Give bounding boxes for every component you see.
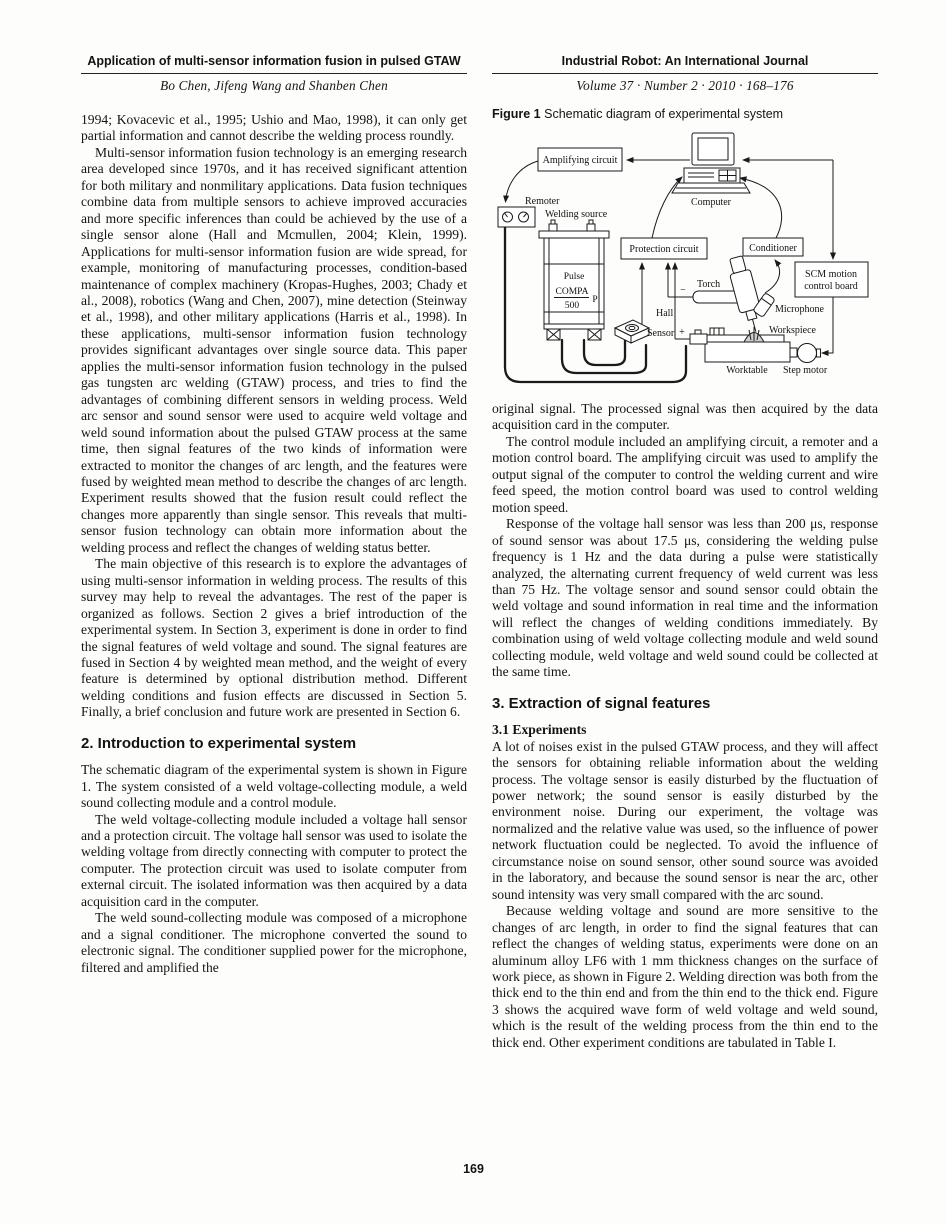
figure1-caption-label: Figure 1 [492, 107, 541, 121]
paragraph-sensor-response: Response of the voltage hall sensor was less than 200 μs, response of sound sensor was about 17.5 μs, considering the welding pulse frequency is 1 Hz and the data during a pulse were statistically analyzed, the alternating current frequency of weld current was less than 75 Hz. The voltage sensor and sound sensor could obtain the weld voltage and sound information in real time and the information will reflect the changes of welding conditions immediately. By combination using of weld voltage collecting module and weld sound collecting module, weld voltage and weld sound could be collected at the same time. [492, 516, 878, 680]
paragraph-voltage-module: The weld voltage-collecting module included a voltage hall sensor and a protection circuit. The voltage hall sensor was used to isolate the welding voltage from directly connecting with computer to protect the computer. The protection circuit was used to isolate computer from external circuit. The isolated information was then acquired by a data acquisition card in the computer. [81, 811, 467, 909]
pulse-label: Pulse [563, 272, 585, 282]
scm-motion-control-board-box [795, 262, 868, 297]
svg-text:SCM motion: SCM motion [805, 269, 857, 280]
welding-source-icon [539, 220, 609, 340]
plus-terminal-block [690, 334, 707, 344]
step-motor-label: Step motor [783, 365, 828, 376]
section-3-heading: 3. Extraction of signal features [492, 694, 711, 712]
journal-title: Industrial Robot: An International Journal [561, 54, 809, 68]
paragraph-intro-fusion: Multi-sensor information fusion technology is an emerging research area developed since 1970s, and it has received significant attention for both military and nonmilitary applications. Data fusion techniques combine data from multiple sensors to achieve improved accuracies and more specific inferences than could be achieved by the use of a single sensor alone (Hall and Mcmullen, 2004; Klein, 1999). Applications for multi-sensor information fusion are wide spread, for example, monitoring of manufacturing processes, condition-based maintenance of complex machinery (Kropas-Hughes, 2003; Chady et al., 2008), robotics (Wang and Chen, 2007), mine detection (Steinway et al., 1998), and other military applications (Harris et al., 1998). In these applications, multi-sensor information fusion technology provides significant advantages over single source data. This paper applies the multi-sensor information fusion technology in the pulsed gas tungsten arc welding (GTAW) process, and tries to find the advantages of combining different sensors in welding process. Weld arc sensor and sound sensor were used to acquire weld voltage and weld sound information about the pulsed GTAW process at the same time, then signal features of the two kinds of information were extracted to monitor the changes of arc length, and the features were fused by weighted mean method to describe the changes of arc length. Experiment results showed that the fusion result could reflect the changes more apparently than single sensor. This reveals that multi-sensor fusion technology can obtain more information about the welding process and reflect the changes of welding status better. [81, 144, 467, 555]
minus-label: − [680, 285, 686, 296]
protection-circuit-box [621, 238, 707, 259]
svg-text:control board: control board [804, 281, 858, 292]
workspiece-label: Workspiece [769, 325, 816, 336]
paragraph-noises: A lot of noises exist in the pulsed GTAW process, and they will affect the sensors for obtaining reliable information about the welding process. The voltage sensor is easily disturbed by the fluctuation of power network; the sound sensor is easily disturbed by the environment noise. During our experiment, the voltage was normalized and the relative value was used, so the influence of power network fluctuation could be neglected. To avoid the influence of circumstance noise on sound sensor, other sound source was avoided in the laboratory, and because the sound sensor is near the arc, other sound intensity was very small compared with the arc sound. [492, 738, 878, 902]
paragraph-continuation: 1994; Kovacevic et al., 1995; Ushio and Mao, 1998), it can only get partial information and cannot describe the welding process roundly. [81, 112, 467, 144]
computer-icon [672, 133, 750, 193]
paragraph-sound-module: The weld sound-collecting module was composed of a microphone and a signal conditioner. The microphone converted the sound to electronic signal. The conditioner supplied power for the microphone, filtered and amplified the [81, 910, 467, 975]
amplifying-circuit-box [538, 148, 622, 171]
workpiece-plate [698, 335, 784, 342]
conditioner-box [743, 238, 803, 256]
article-title: Application of multi-sensor information fusion in pulsed GTAW [87, 54, 461, 68]
paragraph-system-overview: The schematic diagram of the experimental system is shown in Figure 1. The system consisted of a weld voltage-collecting module, a weld sound collecting module and a control module. [81, 762, 467, 811]
journal-issue: Volume 37 · Number 2 · 2010 · 168–176 [576, 78, 794, 93]
header-left [81, 54, 467, 94]
svg-text:Protection circuit: Protection circuit [629, 244, 699, 255]
torch-label: Torch [697, 279, 721, 290]
microphone-label: Microphone [775, 304, 824, 315]
hall-label: Hall [656, 308, 674, 319]
worktable [705, 342, 790, 362]
figure1-diagram [492, 127, 878, 389]
remoter-icon [498, 207, 535, 227]
plus-label: + [679, 327, 685, 338]
paragraph-experiment-setup: Because welding voltage and sound are more sensitive to the changes of arc length, in order to find the signal features that can reflect the changes of welding status, experiments were done on an aluminum alloy LF6 with 1 mm thickness changes on the surface of work piece, as shown in Figure 2. Welding direction was both from the thick end to the thin end and from the thin end to the thick end. Figure 3 shows the acquired wave form of weld voltage and weld sound, which is the result of the welding process from the thin end to the thick end. Other experiment conditions are tabulated in Table I. [492, 903, 879, 1050]
page-number: 169 [463, 1162, 484, 1176]
section-2-heading: 2. Introduction to experimental system [81, 734, 357, 752]
section-31-heading: 3.1 Experiments [492, 722, 587, 738]
compa-500-label: 500 [564, 301, 580, 311]
header-right [492, 54, 878, 94]
left-column [81, 112, 467, 976]
remoter-label: Remoter [525, 196, 560, 207]
paragraph-original-signal: original signal. The processed signal was then acquired by the data acquisition card in the computer. [492, 401, 878, 433]
svg-text:Conditioner: Conditioner [749, 243, 797, 254]
sensor-label: Sensor [647, 328, 675, 339]
clamp [710, 328, 724, 335]
p-label: P [592, 295, 598, 305]
welding-source-label: Welding source [545, 209, 608, 220]
figure1-caption-text: Schematic diagram of experimental system [544, 107, 784, 121]
figure1-caption [492, 106, 878, 123]
footer [0, 1162, 947, 1176]
hall-sensor-icon [615, 320, 649, 343]
computer-label: Computer [691, 197, 731, 208]
compa-label: COMPA [555, 287, 589, 297]
right-column [492, 106, 878, 1051]
motor-shaft [790, 348, 797, 357]
article-authors: Bo Chen, Jifeng Wang and Shanben Chen [160, 78, 388, 93]
step-motor-icon [798, 344, 817, 363]
svg-text:Amplifying circuit: Amplifying circuit [542, 155, 618, 166]
paragraph-control-module: The control module included an amplifying circuit, a remoter and a motion control board. The amplifying circuit was used to amplify the output signal of the computer to control the welding current and wire feed speed, the motion control board was used to control welding motion speed. [492, 433, 878, 515]
paragraph-objective: The main objective of this research is to explore the advantages of using multi-sensor information in welding process. The results of this survey may help to reveal the advantages. The rest of the paper is organized as follows. Section 2 gives a brief introduction of the experimental system. In Section 3, experiment is done in order to find the signal features of weld voltage and sound. The signal features are fused in Section 4 by weighted mean method, and the weight of every feature is determined by optional distribution method. Different welding conditions and fusion effects are discussed in Section 5. Finally, a brief conclusion and future work are presented in Section 6. [81, 556, 467, 720]
worktable-label: Worktable [726, 365, 768, 376]
